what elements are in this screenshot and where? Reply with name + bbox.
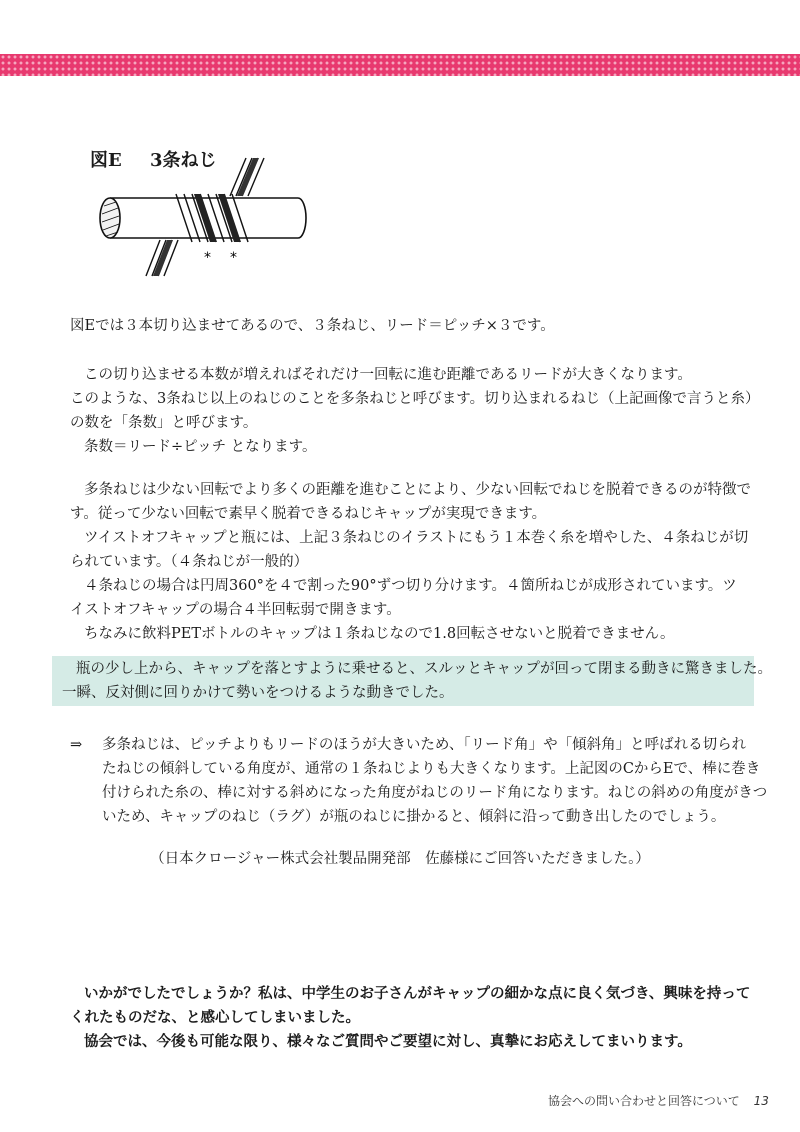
closing-paragraph [70, 982, 750, 1054]
answer-line: いため、キャップのねじ（ラグ）が瓶のねじに掛かると、傾斜に沿って動き出したのでしょう。 [102, 809, 726, 825]
decorative-top-band [0, 54, 800, 76]
mark-2: * [230, 250, 237, 266]
figure-e-three-start-thread [90, 140, 320, 290]
closing-line: 協会では、今後も可能な限り、様々なご質問やご要望に対し、真摯にお応えしてまいります。 [84, 1033, 692, 1050]
figure-caption: 3条ねじ [150, 150, 217, 171]
highlight-text [62, 657, 772, 705]
paragraph-1 [70, 314, 555, 338]
body-line: られています。（４条ねじが一般的） [70, 554, 309, 570]
highlight-line: 一瞬、反対側に回りかけて勢いをつけるような動きでした。 [62, 685, 454, 701]
body-line: ちなみに飲料PETボトルのキャップは１条ねじなので1.8回転させないと脱着できません。 [84, 626, 675, 642]
credit-line: （日本クロージャー株式会社製品開発部 佐藤様にご回答いただきました。） [150, 851, 650, 867]
paragraph-2 [70, 363, 760, 459]
highlight-line: 瓶の少し上から、キャップを落とすように乗せると、スルッとキャップが回って閉まる動きに驚きました。 [76, 661, 772, 677]
answer-block [70, 733, 767, 829]
page-number: 13 [753, 1094, 769, 1108]
body-line: 図Eでは３本切り込ませてあるので、３条ねじ、リード＝ピッチ×３です。 [70, 318, 555, 334]
figure-id: 図E [90, 150, 122, 171]
answer-line: 付けられた糸の、棒に対する斜めになった角度がねじのリード角になります。ねじの斜めの角度がきつ [102, 785, 768, 801]
body-line: の数を「条数」と呼びます。 [70, 415, 258, 431]
closing-line: くれたものだな、と感心してしまいました。 [70, 1009, 360, 1026]
body-line: このような、3条ねじ以上のねじのことを多条ねじと呼びます。切り込まれるねじ（上記画像で言うと糸） [70, 391, 760, 407]
body-line: 条数＝リード÷ピッチ となります。 [84, 439, 317, 455]
body-line: 多条ねじは少ない回転でより多くの距離を進むことにより、少ない回転でねじを脱着できるのが特徴で [84, 482, 751, 498]
body-line: イストオフキャップの場合４半回転弱で開きます。 [70, 602, 401, 618]
body-line: ４条ねじの場合は円周360°を４で割った90°ずつ切り分けます。４箇所ねじが成形されています。ツ [84, 578, 737, 594]
footer-title: 協会への問い合わせと回答について [548, 1094, 740, 1108]
answer-line: 多条ねじは、ピッチよりもリードのほうが大きいため、「リード角」や「傾斜角」と呼ばれる切られ [102, 737, 747, 753]
body-line: この切り込ませる本数が増えればそれだけ一回転に進む距離であるリードが大きくなります。 [84, 367, 692, 383]
mark-1: * [204, 250, 211, 266]
body-line: ツイストオフキャップと瓶には、上記３条ねじのイラストにもう１本巻く糸を増やした、４条ねじが切 [84, 530, 749, 546]
arrow-icon: ⇒ [70, 737, 83, 753]
page-footer [548, 1092, 769, 1109]
figure-label [90, 146, 239, 172]
answer-line: たねじの傾斜している角度が、通常の１条ねじよりも大きくなります。上記図のCからEで、棒に巻き [102, 761, 761, 777]
body-line: す。従って少ない回転で素早く脱着できるねじキャップが実現できます。 [70, 506, 547, 522]
paragraph-3 [70, 478, 751, 646]
closing-line: いかがでしたでしょうか？私は、中学生のお子さんがキャップの細かな点に良く気づき、興味を持って [84, 985, 751, 1002]
